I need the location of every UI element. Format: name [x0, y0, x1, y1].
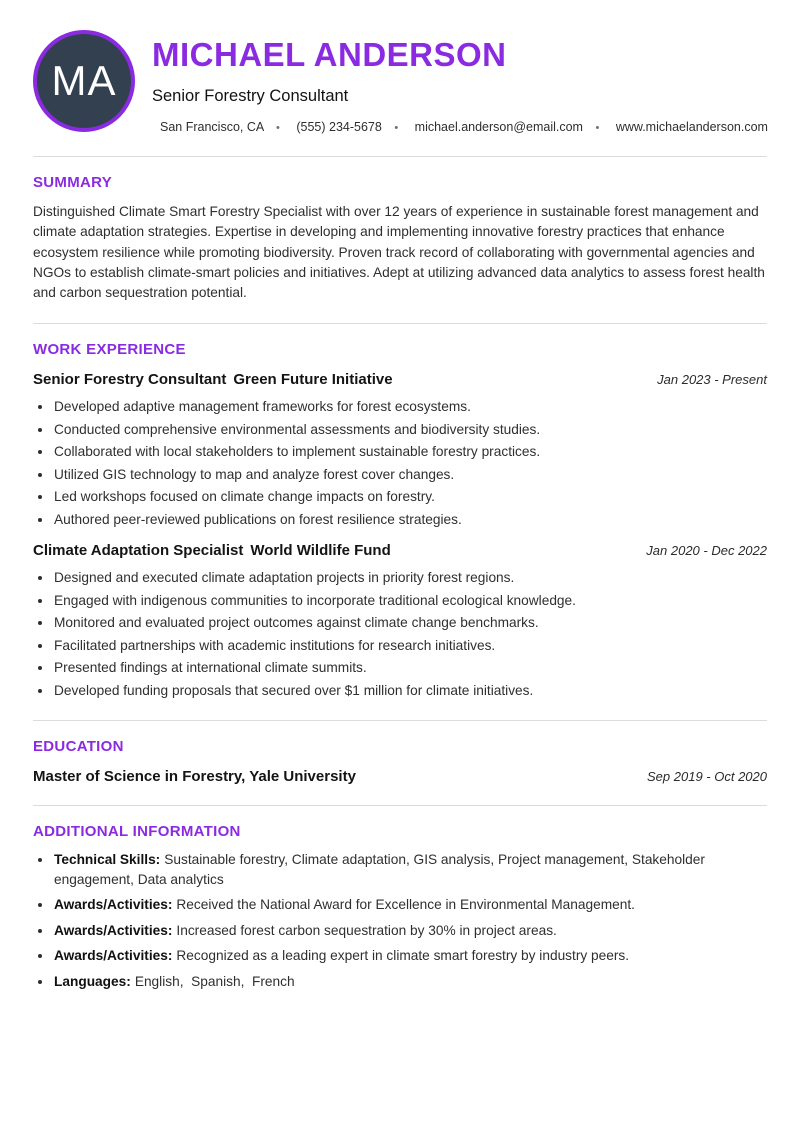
section-additional-information [33, 823, 767, 991]
education-degree: Master of Science in Forestry, Yale University [33, 768, 356, 786]
job-bullet: • Led workshops focused on climate change impacts on forestry. [53, 487, 767, 507]
info-item-label: Languages: [54, 973, 131, 989]
job-entry [33, 371, 767, 529]
section-divider [33, 720, 767, 721]
job-bullet: • Engaged with indigenous communities to incorporate traditional ecological knowledge. [53, 591, 767, 611]
job-bullet-list [33, 568, 767, 700]
summary-text: Distinguished Climate Smart Forestry Specialist with over 12 years of experience in sustainable forest management and climate adaptation strategies. Expertise in developing and implementing innovative forestry practices that enhance ecosystem resilience while promoting biodiversity. Proven track record of collaborating with governmental agencies and NGOs to establish climate-smart policies and initiatives. Adept at utilizing advanced data analytics to assess forest health and carbon sequestration potential. [33, 204, 765, 301]
person-job-title: Senior Forestry Consultant [152, 87, 349, 105]
contact-line [152, 119, 767, 136]
job-title-line [33, 371, 393, 388]
header-text-block [152, 30, 767, 136]
section-divider [33, 156, 767, 157]
contact-phone: (555) 234-5678 [296, 120, 382, 134]
contact-location: San Francisco, CA [160, 120, 264, 134]
info-item-label: Awards/Activities: [54, 897, 173, 913]
bullet-separator-icon: • [394, 122, 399, 134]
job-company: Green Future Initiative [233, 371, 393, 389]
info-item-text: Increased forest carbon sequestration by 30% in project areas. [176, 922, 557, 938]
job-dates: Jan 2023 - Present [657, 372, 767, 388]
contact-email: michael.anderson@email.com [414, 120, 583, 134]
info-item-text: English, Spanish, French [134, 973, 295, 989]
additional-info-list [33, 850, 767, 991]
job-title: Senior Forestry Consultant [33, 371, 227, 389]
job-company: World Wildlife Fund [250, 542, 391, 560]
summary-heading: SUMMARY [33, 174, 113, 191]
job-title: Climate Adaptation Specialist [33, 542, 244, 560]
info-item [53, 850, 767, 889]
section-divider [33, 805, 767, 806]
info-item-text: Received the National Award for Excellence in Environmental Management. [176, 897, 635, 913]
info-item [53, 946, 767, 966]
job-bullet: • Collaborated with local stakeholders to implement sustainable forestry practices. [53, 442, 767, 462]
bullet-separator-icon: • [595, 122, 600, 134]
education-dates: Sep 2019 - Oct 2020 [647, 769, 767, 785]
job-bullet: • Authored peer-reviewed publications on forest resilience strategies. [53, 510, 767, 530]
job-entry-header [33, 542, 767, 559]
job-bullet: • Developed funding proposals that secured over $1 million for climate initiatives. [53, 681, 767, 701]
info-item-text: Sustainable forestry, Climate adaptation, GIS analysis, Project management, Stakeholder engagement, Data analytics [54, 852, 709, 887]
job-title-line [33, 542, 391, 559]
avatar-initials: MA [51, 57, 117, 104]
info-item-label: Awards/Activities: [54, 948, 173, 964]
job-bullet: • Utilized GIS technology to map and analyze forest cover changes. [53, 465, 767, 485]
info-item [53, 972, 767, 992]
info-item-text: Recognized as a leading expert in climate smart forestry by industry peers. [176, 948, 630, 964]
education-heading: EDUCATION [33, 738, 124, 756]
job-entry [33, 542, 767, 700]
resume-header [33, 30, 767, 136]
section-divider [33, 323, 767, 324]
job-dates: Jan 2020 - Dec 2022 [646, 543, 767, 559]
job-bullet: • Designed and executed climate adaptation projects in priority forest regions. [53, 568, 767, 588]
info-item [53, 895, 767, 915]
section-summary [33, 174, 767, 303]
job-bullet-list [33, 397, 767, 529]
contact-website: www.michaelanderson.com [615, 120, 768, 134]
info-item-label: Technical Skills: [54, 852, 161, 868]
work-experience-heading: WORK EXPERIENCE [33, 341, 186, 359]
info-item-label: Awards/Activities: [54, 922, 173, 938]
job-bullet: • Monitored and evaluated project outcomes against climate change benchmarks. [53, 613, 767, 633]
section-work-experience [33, 341, 767, 700]
job-bullet: • Conducted comprehensive environmental assessments and biodiversity studies. [53, 420, 767, 440]
job-bullet: • Developed adaptive management frameworks for forest ecosystems. [53, 397, 767, 417]
info-item [53, 921, 767, 941]
job-entry-header [33, 371, 767, 388]
job-bullet: • Facilitated partnerships with academic institutions for research initiatives. [53, 636, 767, 656]
section-education [33, 738, 767, 785]
avatar [33, 30, 135, 132]
person-name: MICHAEL ANDERSON [152, 36, 507, 73]
job-bullet: • Presented findings at international climate summits. [53, 658, 767, 678]
bullet-separator-icon: • [276, 122, 280, 134]
additional-information-heading: ADDITIONAL INFORMATION [33, 823, 241, 841]
education-entry [33, 768, 767, 785]
